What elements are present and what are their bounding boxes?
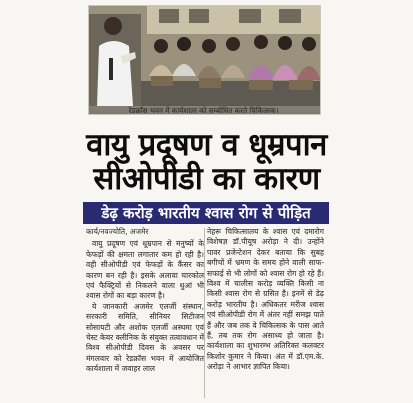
article-column-left	[86, 227, 204, 401]
article-paragraph: ये जानकारी अजमेर एलर्जी संस्थान, सरकारी समिति, सीनियर सिटीजन सोसायटी और अशोक एलर्जी अस्थमा एवं चेस्ट केयर क्लीनिक के संयुक्त तत्वावधान में विश्व सीओपीडी दिवस के अवसर पर मंगलवार को रेडक्रॉस भवन में आयोजित कार्यशाला में जवाहर लाल	[86, 301, 204, 374]
column-divider	[204, 228, 205, 398]
subheadline-bar: डेढ़ करोड़ भारतीय श्वास रोग से पीड़ित	[83, 202, 329, 224]
photo-caption: रेडक्रॉस भवन में कार्यशाला को सम्बोधित करते चिकित्सक।	[128, 106, 279, 115]
article-column-right	[207, 227, 324, 401]
dateline: कार्य/नवज्योति, अजमेर	[86, 227, 149, 236]
article-paragraph: नेहरू चिकित्सालय के श्वास एवं दमारोग विशेषज्ञ डॉ.पीयूष अरोड़ा ने दी। उन्होंने पावर प्रजेन्टेशन देकर बताया कि सुबह बगीचों में भ्रमण के समय होने वाली साफ-सफाई से भी लोगों को श्वास रोग हो रहे हैं। विश्व में चालीस करोड़ व्यक्ति किसी ना किसी श्वास रोग से ग्रसित है। इनमें से डेढ़ करोड़ भारतीय है। अधिकतर मरीज श्वास एवं सीओपीडी रोग में अंतर नहीं समझ पाते हैं और जब तक वे चिकित्सक के पास आते हैं, तब तक रोग असाध्य हो जाता है। कार्यशाला का शुभारम्भ अतिरिक्त कलक्टर किशोर कुमार ने किया। अंत में डॉ.एम.के. अरोड़ा ने आभार ज्ञापित किया।	[207, 227, 324, 372]
headline-line-1: वायु प्रदूषण व धूम्रपान	[86, 127, 327, 163]
article-paragraph: वायु प्रदूषण एवं धूम्रपान से मनुष्यों के फेफड़ों की क्षमता लगातार कम हो रही है। वही सीओपीडी एवं फेफड़ों के कैंसर का कारण बन रही है। इसके अलावा चारकोल एवं फैक्ट्रियों से निकलने वाला धुआं भी श्वास रोगों का बड़ा कारण है।	[86, 239, 204, 301]
headline-line-2: सीओपीडी का कारण	[93, 161, 320, 197]
event-photo	[88, 5, 321, 115]
